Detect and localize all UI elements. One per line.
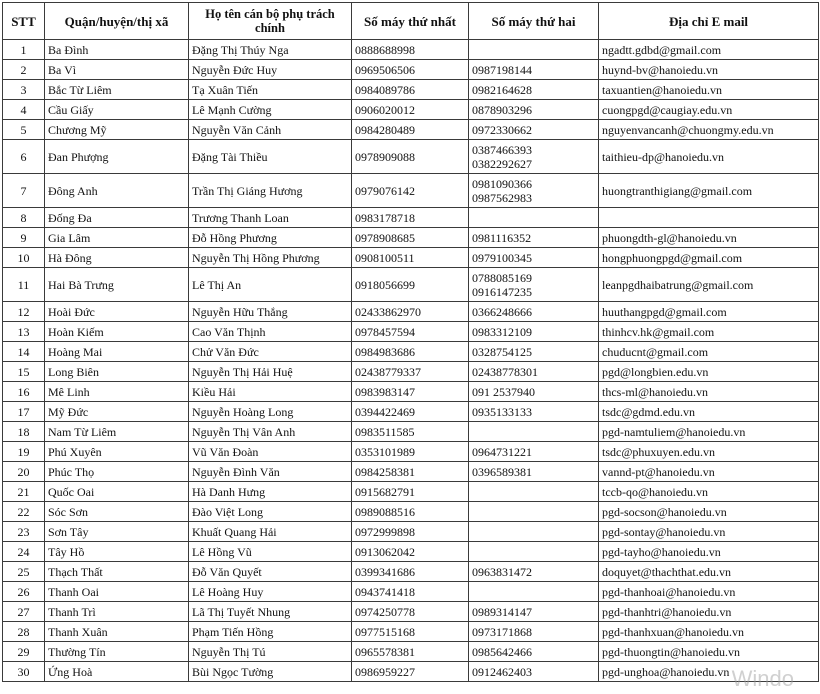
table-row [3,208,819,228]
cell-name: Đỗ Văn Quyết [189,562,352,582]
cell-email: ngadtt.gdbd@gmail.com [599,40,819,60]
header-stt: STT [3,3,45,40]
phone2-line: 0987198144 [472,62,532,77]
cell-district: Tây Hồ [45,542,189,562]
cell-district: Thạch Thất [45,562,189,582]
table-row [3,622,819,642]
cell-district: Phú Xuyên [45,442,189,462]
cell-district: Thanh Xuân [45,622,189,642]
cell-name: Cao Văn Thịnh [189,322,352,342]
cell-phone1: 0974250778 [352,602,469,622]
phone2-line: 0328754125 [472,344,532,359]
cell-name: Trương Thanh Loan [189,208,352,228]
phone2-line: 0912462403 [472,664,532,679]
cell-name: Nguyễn Thị Vân Anh [189,422,352,442]
table-row [3,602,819,622]
cell-name: Nguyễn Hữu Thắng [189,302,352,322]
phone2-line: 091 2537940 [472,384,535,399]
table-row [3,462,819,482]
cell-name: Khuất Quang Hải [189,522,352,542]
cell-phone2 [469,174,599,208]
cell-district: Thanh Oai [45,582,189,602]
cell-email: pgd-namtuliem@hanoiedu.vn [599,422,819,442]
phone2-line: 0972330662 [472,122,532,137]
cell-phone1: 0977515168 [352,622,469,642]
cell-email: huongtranthigiang@gmail.com [599,174,819,208]
cell-stt: 11 [3,268,45,302]
phone2-line: 0983312109 [472,324,532,339]
cell-district: Quốc Oai [45,482,189,502]
cell-phone2 [469,228,599,248]
phone2-line: 0396589381 [472,464,532,479]
cell-stt: 2 [3,60,45,80]
cell-district: Mê Linh [45,382,189,402]
cell-email: nguyenvancanh@chuongmy.edu.vn [599,120,819,140]
table-row [3,342,819,362]
cell-phone2 [469,382,599,402]
cell-stt: 12 [3,302,45,322]
cell-email: tsdc@gdmd.edu.vn [599,402,819,422]
cell-district: Đống Đa [45,208,189,228]
table-row [3,442,819,462]
header-phone2: Số máy thứ hai [469,3,599,40]
cell-phone1: 0983178718 [352,208,469,228]
cell-name: Đặng Tài Thiều [189,140,352,174]
cell-phone2 [469,120,599,140]
cell-district: Phúc Thọ [45,462,189,482]
cell-stt: 23 [3,522,45,542]
cell-phone1: 0908100511 [352,248,469,268]
cell-email: thinhcv.hk@gmail.com [599,322,819,342]
phone2-line: 0989314147 [472,604,532,619]
cell-stt: 4 [3,100,45,120]
cell-stt: 20 [3,462,45,482]
cell-phone1: 0965578381 [352,642,469,662]
cell-stt: 28 [3,622,45,642]
cell-district: Long Biên [45,362,189,382]
phone2-line: 02438778301 [472,364,538,379]
cell-name: Nguyễn Đình Văn [189,462,352,482]
cell-phone2 [469,342,599,362]
cell-phone1: 0918056699 [352,268,469,302]
cell-email: thcs-ml@hanoiedu.vn [599,382,819,402]
cell-phone2 [469,442,599,462]
cell-phone2 [469,40,599,60]
cell-name: Nguyễn Văn Cảnh [189,120,352,140]
table-row [3,582,819,602]
cell-phone2 [469,562,599,582]
cell-district: Hai Bà Trưng [45,268,189,302]
cell-stt: 7 [3,174,45,208]
cell-email: pgd-sontay@hanoiedu.vn [599,522,819,542]
cell-name: Tạ Xuân Tiến [189,80,352,100]
table-row [3,362,819,382]
cell-email: tsdc@phuxuyen.edu.vn [599,442,819,462]
header-email: Địa chỉ E mail [599,3,819,40]
windows-watermark: Windo [731,666,794,691]
phone2-line: 0788085169 [472,270,532,285]
cell-email: taithieu-dp@hanoiedu.vn [599,140,819,174]
phone2-line: 0878903296 [472,102,532,117]
cell-email: taxuantien@hanoiedu.vn [599,80,819,100]
cell-district: Nam Từ Liêm [45,422,189,442]
cell-name: Nguyễn Thị Hải Huệ [189,362,352,382]
table-row [3,60,819,80]
phone2-line: 0963831472 [472,564,532,579]
cell-stt: 26 [3,582,45,602]
cell-stt: 17 [3,402,45,422]
cell-name: Đặng Thị Thúy Nga [189,40,352,60]
phone2-line: 0982164628 [472,82,532,97]
cell-stt: 19 [3,442,45,462]
cell-phone1: 0983511585 [352,422,469,442]
cell-district: Đông Anh [45,174,189,208]
cell-stt: 9 [3,228,45,248]
phone2-line: 0973171868 [472,624,532,639]
table-row [3,268,819,302]
table-row [3,382,819,402]
table-row [3,100,819,120]
cell-stt: 29 [3,642,45,662]
cell-stt: 27 [3,602,45,622]
cell-name: Hà Danh Hưng [189,482,352,502]
cell-district: Thanh Trì [45,602,189,622]
cell-district: Hoàng Mai [45,342,189,362]
cell-stt: 21 [3,482,45,502]
cell-email: tccb-qo@hanoiedu.vn [599,482,819,502]
cell-name: Lê Hồng Vũ [189,542,352,562]
header-name: Họ tên cán bộ phụ trách chính [189,3,352,40]
cell-name: Lê Thị An [189,268,352,302]
cell-name: Nguyễn Đức Huy [189,60,352,80]
cell-phone1: 0978457594 [352,322,469,342]
cell-phone2 [469,208,599,228]
cell-phone2 [469,100,599,120]
header-row [3,3,819,40]
cell-name: Vũ Văn Đoàn [189,442,352,462]
table-row [3,402,819,422]
cell-phone1: 0978909088 [352,140,469,174]
cell-phone2 [469,248,599,268]
cell-phone1: 0989088516 [352,502,469,522]
phone2-line-second: 0382292627 [472,156,532,171]
table-row [3,482,819,502]
cell-phone2 [469,502,599,522]
cell-stt: 14 [3,342,45,362]
cell-district: Hà Đông [45,248,189,268]
cell-email: huuthangpgd@gmail.com [599,302,819,322]
cell-district: Ba Vì [45,60,189,80]
cell-phone1: 0972999898 [352,522,469,542]
cell-name: Nguyễn Hoàng Long [189,402,352,422]
table-row [3,228,819,248]
cell-phone1: 0984258381 [352,462,469,482]
cell-stt: 3 [3,80,45,100]
cell-email: pgd-thanhoai@hanoiedu.vn [599,582,819,602]
header-district: Quận/huyện/thị xã [45,3,189,40]
cell-stt: 22 [3,502,45,522]
cell-phone1: 0906020012 [352,100,469,120]
cell-phone1: 0913062042 [352,542,469,562]
table-row [3,542,819,562]
cell-phone1: 0399341686 [352,562,469,582]
cell-district: Ứng Hoà [45,662,189,682]
cell-phone2 [469,662,599,682]
cell-district: Bắc Từ Liêm [45,80,189,100]
cell-phone2 [469,268,599,302]
cell-email: pgd-tayho@hanoiedu.vn [599,542,819,562]
table-row [3,40,819,60]
cell-email: vannd-pt@hanoiedu.vn [599,462,819,482]
cell-name: Bùi Ngọc Tường [189,662,352,682]
cell-phone2 [469,402,599,422]
cell-district: Sóc Sơn [45,502,189,522]
cell-phone1: 0353101989 [352,442,469,462]
cell-district: Đan Phượng [45,140,189,174]
cell-phone2 [469,462,599,482]
cell-district: Mỹ Đức [45,402,189,422]
table-row [3,174,819,208]
cell-email: cuongpgd@caugiay.edu.vn [599,100,819,120]
cell-name: Nguyễn Thị Hồng Phương [189,248,352,268]
cell-district: Cầu Giấy [45,100,189,120]
cell-phone1: 02433862970 [352,302,469,322]
cell-email: pgd-thanhtri@hanoiedu.vn [599,602,819,622]
cell-phone2 [469,622,599,642]
table-row [3,302,819,322]
cell-phone1: 0978908685 [352,228,469,248]
cell-email: doquyet@thachthat.edu.vn [599,562,819,582]
cell-name: Lã Thị Tuyết Nhung [189,602,352,622]
cell-phone2 [469,302,599,322]
table-row [3,662,819,682]
cell-stt: 5 [3,120,45,140]
cell-stt: 18 [3,422,45,442]
table-row [3,80,819,100]
cell-stt: 15 [3,362,45,382]
phone2-line: 0985642466 [472,644,532,659]
table-row [3,522,819,542]
cell-email: chuducnt@gmail.com [599,342,819,362]
phone2-line: 0964731221 [472,444,532,459]
cell-name: Chử Văn Đức [189,342,352,362]
cell-phone2 [469,422,599,442]
phone2-line: 0935133133 [472,404,532,419]
table-row [3,140,819,174]
cell-phone1: 0983983147 [352,382,469,402]
cell-email: pgd-unghoa@hanoiedu.vn [599,662,819,682]
cell-phone2 [469,482,599,502]
table-row [3,562,819,582]
cell-phone1: 0984983686 [352,342,469,362]
cell-district: Ba Đình [45,40,189,60]
cell-name: Đào Việt Long [189,502,352,522]
cell-phone1: 0969506506 [352,60,469,80]
cell-email: pgd-thanhxuan@hanoiedu.vn [599,622,819,642]
cell-district: Chương Mỹ [45,120,189,140]
cell-phone2 [469,542,599,562]
cell-email: leanpgdhaibatrung@gmail.com [599,268,819,302]
cell-phone2 [469,322,599,342]
table-row [3,502,819,522]
cell-district: Sơn Tây [45,522,189,542]
cell-name: Trần Thị Giáng Hương [189,174,352,208]
cell-phone2 [469,60,599,80]
contact-table [2,2,819,682]
cell-phone1: 0984089786 [352,80,469,100]
cell-stt: 6 [3,140,45,174]
cell-district: Hoài Đức [45,302,189,322]
cell-district: Hoàn Kiếm [45,322,189,342]
cell-stt: 1 [3,40,45,60]
phone2-line-second: 0916147235 [472,284,532,299]
cell-stt: 25 [3,562,45,582]
cell-phone1: 0986959227 [352,662,469,682]
cell-phone1: 0394422469 [352,402,469,422]
header-phone1: Số máy thứ nhất [352,3,469,40]
cell-phone1: 0984280489 [352,120,469,140]
cell-phone1: 0888688998 [352,40,469,60]
cell-phone2 [469,362,599,382]
cell-phone1: 0943741418 [352,582,469,602]
phone2-line: 0981090366 [472,176,532,191]
cell-stt: 16 [3,382,45,402]
cell-stt: 13 [3,322,45,342]
cell-district: Thường Tín [45,642,189,662]
cell-email: phuongdth-gl@hanoiedu.vn [599,228,819,248]
phone2-line: 0981116352 [472,230,532,245]
table-row [3,422,819,442]
cell-phone2 [469,602,599,622]
cell-email: pgd@longbien.edu.vn [599,362,819,382]
cell-name: Kiều Hải [189,382,352,402]
cell-phone1: 0979076142 [352,174,469,208]
cell-phone1: 02438779337 [352,362,469,382]
table-row [3,642,819,662]
cell-email: huynd-bv@hanoiedu.vn [599,60,819,80]
cell-name: Lê Mạnh Cường [189,100,352,120]
cell-district: Gia Lâm [45,228,189,248]
cell-phone2 [469,522,599,542]
cell-stt: 10 [3,248,45,268]
phone2-line-second: 0987562983 [472,190,532,205]
phone2-line: 0366248666 [472,304,532,319]
cell-phone2 [469,582,599,602]
cell-phone2 [469,80,599,100]
table-row [3,322,819,342]
cell-name: Phạm Tiến Hồng [189,622,352,642]
phone2-line: 0979100345 [472,250,532,265]
cell-email: pgd-thuongtin@hanoiedu.vn [599,642,819,662]
cell-phone1: 0915682791 [352,482,469,502]
cell-email: hongphuongpgd@gmail.com [599,248,819,268]
table-row [3,248,819,268]
cell-name: Nguyễn Thị Tú [189,642,352,662]
cell-stt: 30 [3,662,45,682]
cell-phone2 [469,642,599,662]
cell-stt: 8 [3,208,45,228]
cell-phone2 [469,140,599,174]
cell-email: pgd-socson@hanoiedu.vn [599,502,819,522]
table-row [3,120,819,140]
phone2-line: 0387466393 [472,142,532,157]
cell-name: Đỗ Hồng Phương [189,228,352,248]
cell-stt: 24 [3,542,45,562]
cell-email [599,208,819,228]
cell-name: Lê Hoàng Huy [189,582,352,602]
